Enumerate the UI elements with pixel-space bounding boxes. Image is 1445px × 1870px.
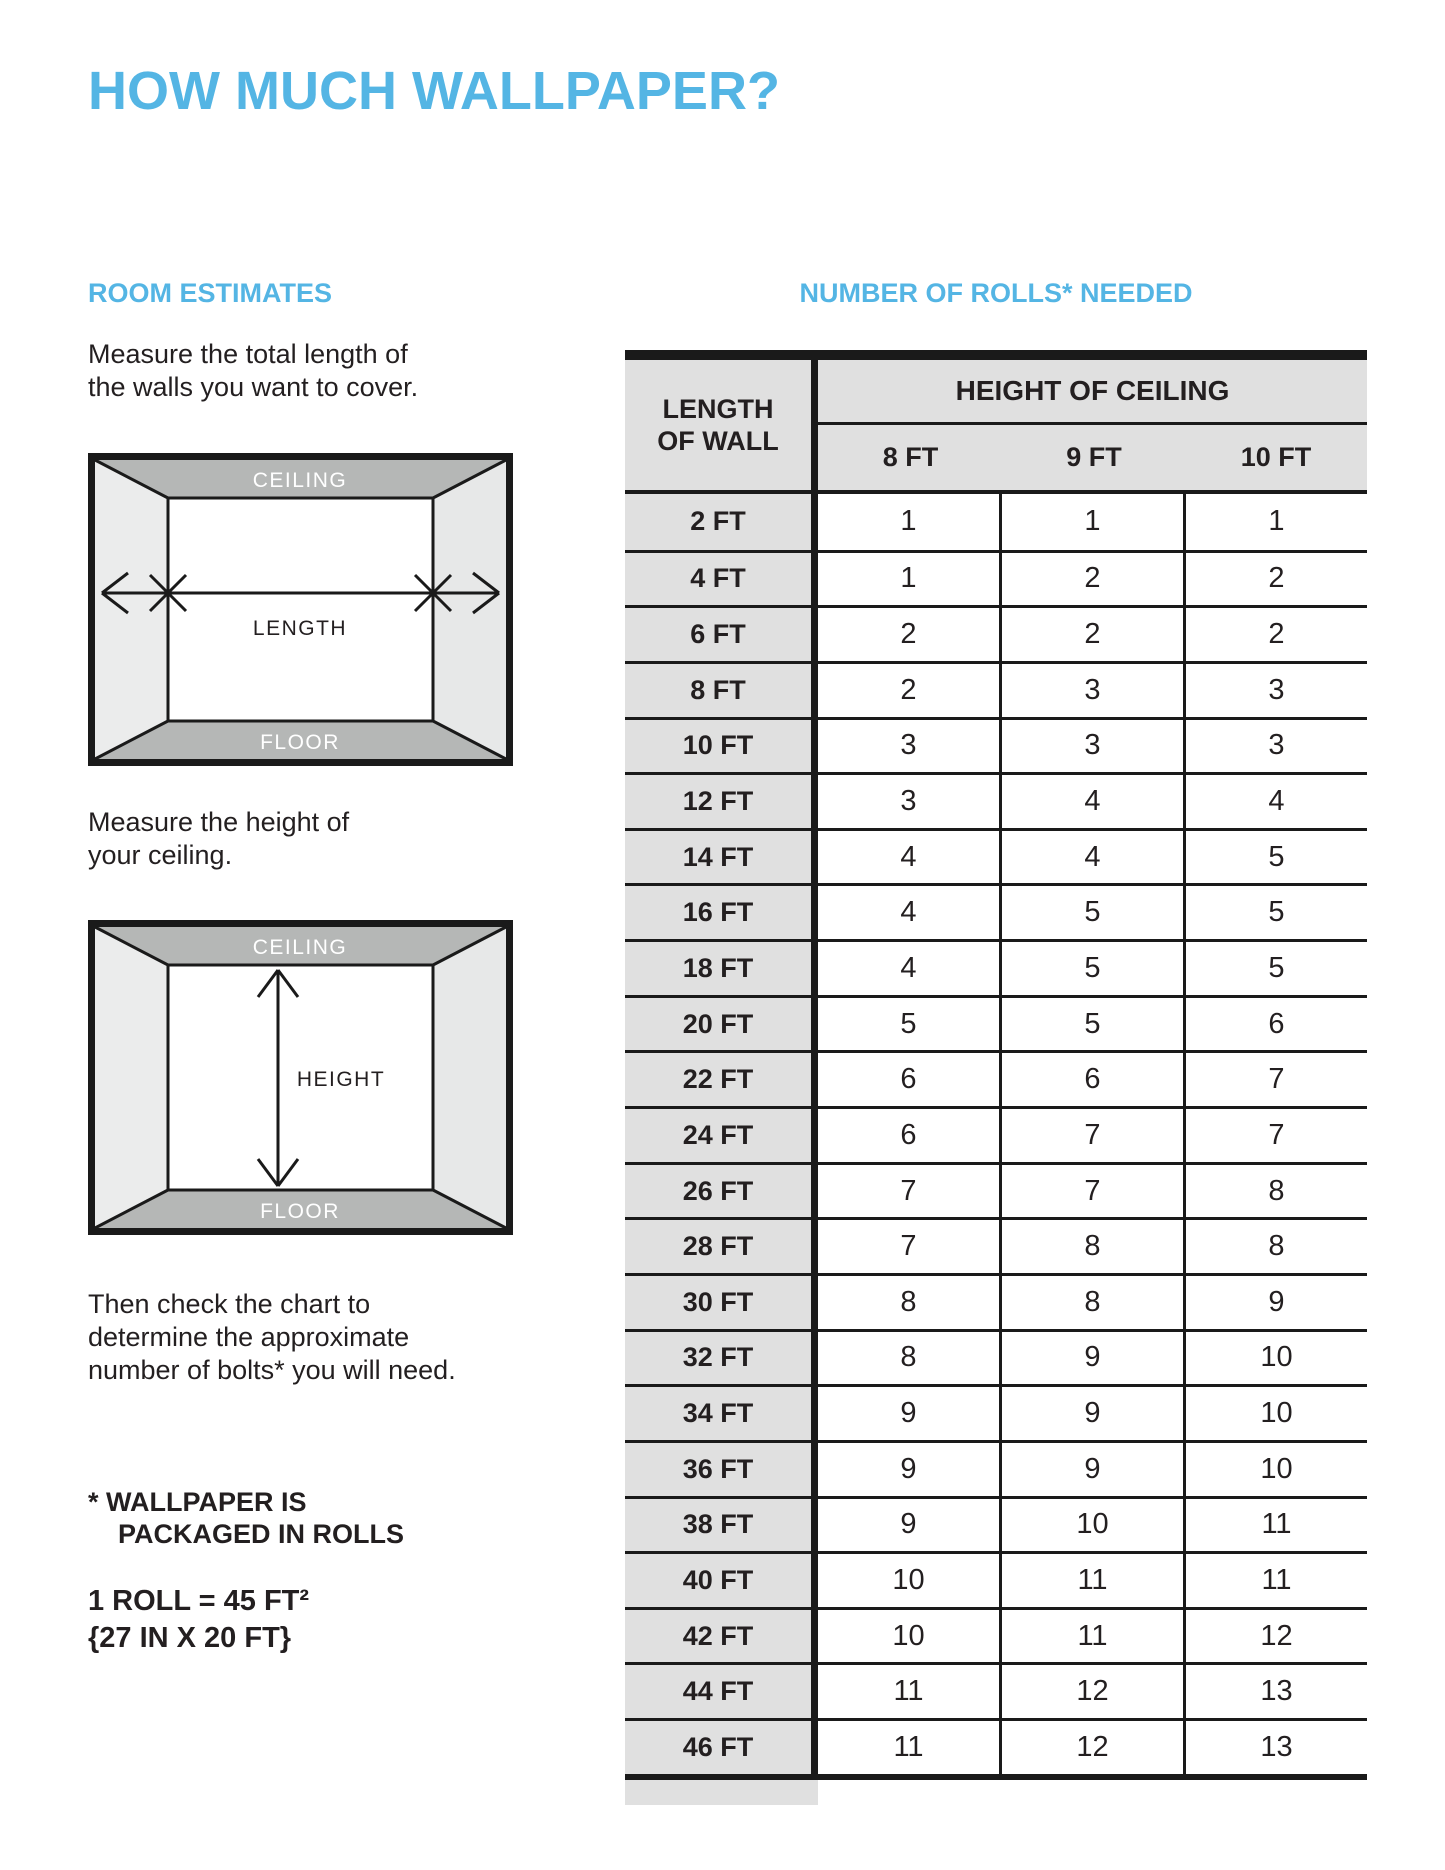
header-line: LENGTH	[662, 394, 774, 424]
footnote-line: * WALLPAPER IS	[88, 1487, 307, 1517]
roll-count-cell: 4	[818, 831, 999, 884]
roll-count-cell: 13	[1183, 1665, 1367, 1718]
roll-count-cell: 8	[999, 1276, 1183, 1329]
roll-count-cell: 10	[818, 1554, 999, 1607]
roll-count-cell: 2	[999, 608, 1183, 661]
roll-count-cell: 1	[999, 494, 1183, 550]
table-top-rule	[625, 350, 1367, 360]
wall-length-label: 28 FT	[625, 1220, 818, 1273]
roll-count-cell: 6	[1183, 998, 1367, 1051]
floor-label: FLOOR	[260, 731, 340, 754]
wall-length-label: 34 FT	[625, 1387, 818, 1440]
roll-count-cell: 3	[818, 720, 999, 773]
ceiling-label: CEILING	[252, 936, 348, 959]
table-row	[625, 1162, 1367, 1218]
wall-length-label: 24 FT	[625, 1109, 818, 1162]
wall-length-label: 14 FT	[625, 831, 818, 884]
roll-count-cell: 9	[1183, 1276, 1367, 1329]
roll-count-cell: 5	[999, 886, 1183, 939]
subheader-9ft: 9 FT	[1066, 442, 1122, 472]
roll-count-cell: 12	[999, 1665, 1183, 1718]
instruction-line: Then check the chart to	[88, 1289, 371, 1319]
back-wall-panel	[168, 498, 433, 721]
table-row	[625, 1273, 1367, 1329]
roll-count-cell: 8	[999, 1220, 1183, 1273]
rolls-needed-table	[625, 350, 1367, 1805]
roll-count-cell: 2	[818, 608, 999, 661]
instruction-measure-length	[88, 338, 418, 404]
roll-count-cell: 4	[999, 775, 1183, 828]
left-wall-panel	[95, 460, 168, 759]
roll-count-cell: 9	[999, 1443, 1183, 1496]
table-row	[625, 1551, 1367, 1607]
wall-length-label: 16 FT	[625, 886, 818, 939]
right-wall-panel	[433, 460, 506, 759]
table-row	[625, 1329, 1367, 1385]
roll-count-cell: 3	[999, 720, 1183, 773]
wall-length-label: 38 FT	[625, 1499, 818, 1552]
roll-count-cell: 3	[999, 664, 1183, 717]
table-row	[625, 605, 1367, 661]
table-row	[625, 883, 1367, 939]
roll-count-cell: 9	[818, 1387, 999, 1440]
wall-length-label: 18 FT	[625, 942, 818, 995]
roll-count-cell: 7	[1183, 1053, 1367, 1106]
roll-count-cell: 11	[1183, 1554, 1367, 1607]
table-row	[625, 1106, 1367, 1162]
label-column-stub	[625, 1780, 818, 1805]
roll-count-cell: 12	[999, 1721, 1183, 1774]
room-length-diagram	[88, 453, 513, 766]
roll-count-cell: 9	[818, 1499, 999, 1552]
page-title: HOW MUCH WALLPAPER?	[88, 61, 780, 121]
roll-count-cell: 8	[818, 1332, 999, 1385]
roll-count-cell: 9	[818, 1443, 999, 1496]
roll-count-cell: 7	[818, 1165, 999, 1218]
height-label: HEIGHT	[296, 1068, 386, 1091]
roll-count-cell: 13	[1183, 1721, 1367, 1774]
table-row	[625, 494, 1367, 550]
wall-length-label: 10 FT	[625, 720, 818, 773]
wall-length-label: 42 FT	[625, 1610, 818, 1663]
roll-count-cell: 2	[818, 664, 999, 717]
rolls-needed-heading: NUMBER OF ROLLS* NEEDED	[799, 278, 1193, 308]
table-row	[625, 1050, 1367, 1106]
roll-count-cell: 7	[999, 1109, 1183, 1162]
floor-label: FLOOR	[260, 1200, 340, 1223]
roll-count-cell: 7	[1183, 1109, 1367, 1162]
table-row	[625, 717, 1367, 773]
subheader-10ft: 10 FT	[1240, 442, 1312, 472]
roll-count-cell: 5	[1183, 942, 1367, 995]
left-wall-panel	[95, 927, 168, 1228]
roll-count-cell: 2	[999, 553, 1183, 606]
roll-count-cell: 8	[818, 1276, 999, 1329]
table-row	[625, 772, 1367, 828]
roll-count-cell: 7	[999, 1165, 1183, 1218]
ceiling-height-header-group	[818, 360, 1367, 490]
roll-count-cell: 11	[818, 1721, 999, 1774]
roll-count-cell: 1	[818, 553, 999, 606]
header-line: OF WALL	[657, 426, 779, 456]
footnote-line: PACKAGED IN ROLLS	[118, 1519, 405, 1549]
wall-length-label: 12 FT	[625, 775, 818, 828]
roll-count-cell: 6	[818, 1053, 999, 1106]
wall-length-label: 4 FT	[625, 553, 818, 606]
ceiling-height-subheaders	[818, 425, 1367, 490]
table-row	[625, 1217, 1367, 1273]
roll-dimensions: {27 IN X 20 FT}	[88, 1622, 292, 1654]
ceiling-label: CEILING	[252, 469, 348, 492]
table-row	[625, 661, 1367, 717]
table-row	[625, 550, 1367, 606]
right-wall-panel	[433, 927, 506, 1228]
roll-count-cell: 11	[1183, 1499, 1367, 1552]
roll-count-cell: 8	[1183, 1165, 1367, 1218]
roll-count-cell: 5	[1183, 831, 1367, 884]
rolls-footnote	[88, 1486, 404, 1550]
roll-count-cell: 9	[999, 1387, 1183, 1440]
wall-length-label: 6 FT	[625, 608, 818, 661]
subheader-8ft: 8 FT	[882, 442, 939, 472]
roll-count-cell: 5	[818, 998, 999, 1051]
table-row	[625, 1662, 1367, 1718]
wall-length-label: 32 FT	[625, 1332, 818, 1385]
roll-count-cell: 7	[818, 1220, 999, 1273]
roll-count-cell: 10	[1183, 1443, 1367, 1496]
wall-length-label: 26 FT	[625, 1165, 818, 1218]
roll-count-cell: 1	[818, 494, 999, 550]
roll-count-cell: 11	[999, 1554, 1183, 1607]
roll-count-cell: 2	[1183, 553, 1367, 606]
roll-count-cell: 2	[1183, 608, 1367, 661]
roll-count-cell: 6	[999, 1053, 1183, 1106]
roll-count-cell: 9	[999, 1332, 1183, 1385]
roll-count-cell: 3	[818, 775, 999, 828]
roll-count-cell: 10	[818, 1610, 999, 1663]
roll-count-cell: 11	[999, 1610, 1183, 1663]
instruction-line: your ceiling.	[88, 840, 233, 870]
wall-length-label: 22 FT	[625, 1053, 818, 1106]
roll-count-cell: 5	[1183, 886, 1367, 939]
room-height-diagram	[88, 920, 513, 1235]
instruction-line: number of bolts* you will need.	[88, 1355, 456, 1385]
wall-length-label: 8 FT	[625, 664, 818, 717]
table-body	[625, 494, 1367, 1774]
roll-count-cell: 5	[999, 998, 1183, 1051]
table-row	[625, 828, 1367, 884]
wall-length-label: 40 FT	[625, 1554, 818, 1607]
wall-length-label: 20 FT	[625, 998, 818, 1051]
table-row	[625, 1440, 1367, 1496]
roll-count-cell: 10	[999, 1499, 1183, 1552]
instruction-line: the walls you want to cover.	[88, 372, 419, 402]
length-label: LENGTH	[252, 617, 348, 640]
roll-count-cell: 3	[1183, 720, 1367, 773]
table-row	[625, 1607, 1367, 1663]
instruction-check-chart	[88, 1288, 456, 1387]
roll-count-cell: 11	[818, 1665, 999, 1718]
roll-count-cell: 4	[818, 886, 999, 939]
wall-length-label: 46 FT	[625, 1721, 818, 1774]
roll-count-cell: 4	[999, 831, 1183, 884]
length-of-wall-header	[625, 360, 818, 490]
instruction-line: determine the approximate	[88, 1322, 410, 1352]
wall-length-label: 44 FT	[625, 1665, 818, 1718]
roll-count-cell: 4	[1183, 775, 1367, 828]
roll-count-cell: 5	[999, 942, 1183, 995]
roll-count-cell: 10	[1183, 1387, 1367, 1440]
roll-count-cell: 3	[1183, 664, 1367, 717]
instruction-line: Measure the total length of	[88, 339, 408, 369]
height-of-ceiling-header: HEIGHT OF CEILING	[818, 360, 1367, 425]
wall-length-label: 30 FT	[625, 1276, 818, 1329]
room-estimates-heading: ROOM ESTIMATES	[88, 278, 333, 308]
roll-count-cell: 8	[1183, 1220, 1367, 1273]
table-row	[625, 1384, 1367, 1440]
table-row	[625, 1496, 1367, 1552]
table-row	[625, 995, 1367, 1051]
roll-equation: 1 ROLL = 45 FT²	[88, 1585, 310, 1617]
roll-count-cell: 10	[1183, 1332, 1367, 1385]
roll-size-info	[88, 1583, 309, 1657]
roll-count-cell: 1	[1183, 494, 1367, 550]
instruction-line: Measure the height of	[88, 807, 350, 837]
roll-count-cell: 4	[818, 942, 999, 995]
instruction-measure-height	[88, 806, 349, 872]
table-row	[625, 1718, 1367, 1774]
table-row	[625, 939, 1367, 995]
wall-length-label: 2 FT	[625, 494, 818, 550]
roll-count-cell: 12	[1183, 1610, 1367, 1663]
wall-length-label: 36 FT	[625, 1443, 818, 1496]
roll-count-cell: 6	[818, 1109, 999, 1162]
table-header	[625, 360, 1367, 490]
